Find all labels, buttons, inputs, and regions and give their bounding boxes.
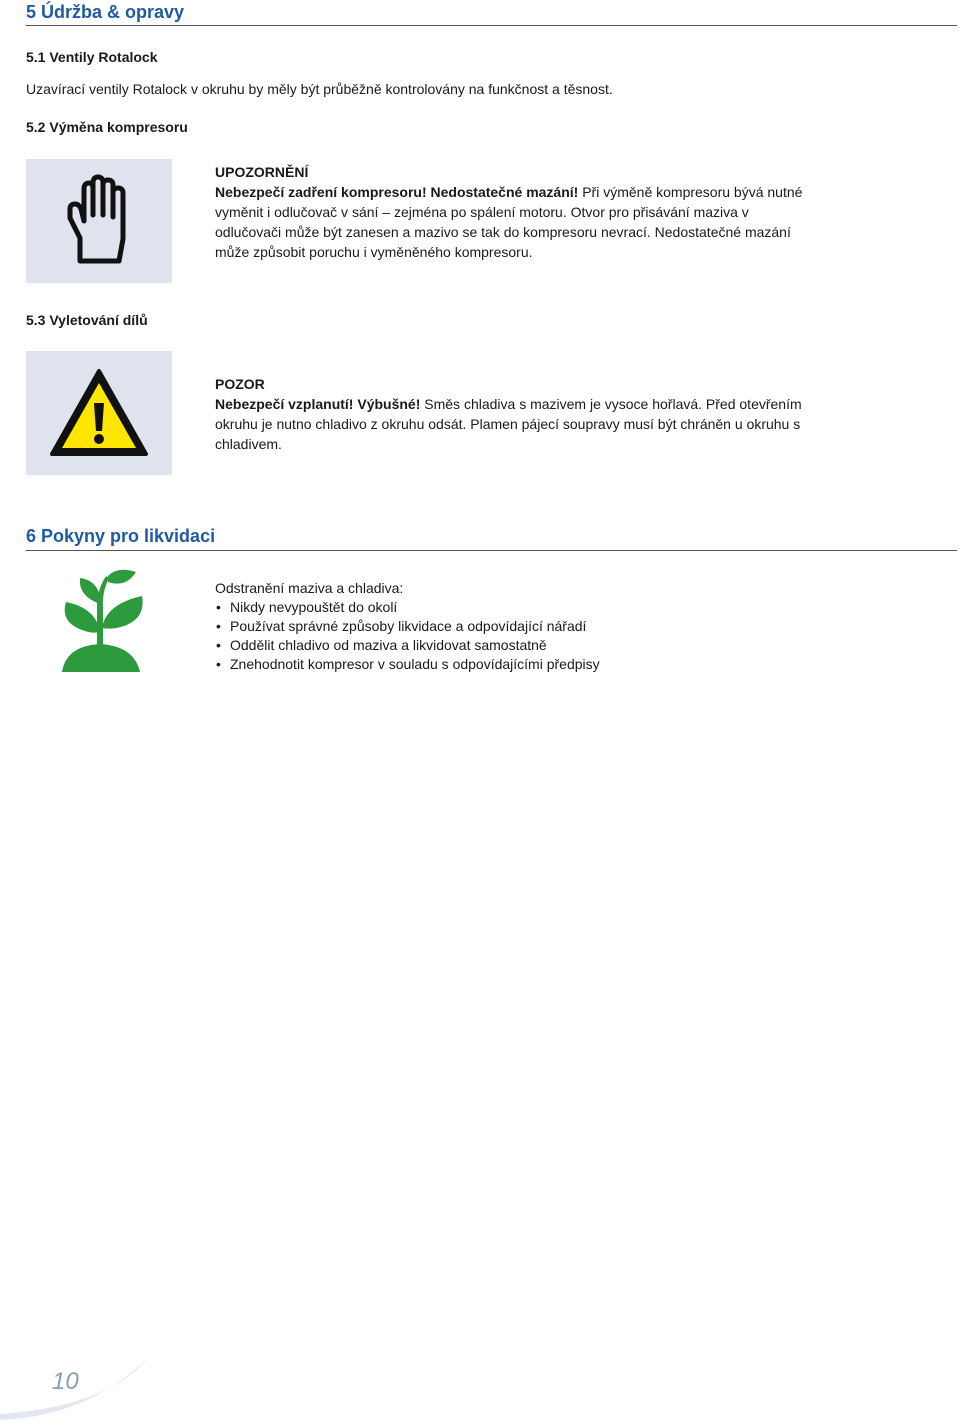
hand-stop-icon (26, 159, 172, 283)
notice-bold-text: Nebezpečí zadření kompresoru! Nedostatečné mazání! (215, 184, 579, 200)
brazing-notice (215, 374, 805, 454)
page-number: 10 (52, 1368, 79, 1395)
notice-title: UPOZORNĚNÍ (215, 164, 309, 180)
bullet-icon: • (216, 599, 221, 615)
list-item: • Používat správné způsoby likvidace a odpovídající nářadí (216, 618, 587, 634)
plant-icon-wrap (56, 566, 156, 674)
warning-triangle-icon (26, 351, 172, 475)
section-5-rule (26, 25, 957, 26)
compressor-notice (215, 162, 805, 262)
notice-title: POZOR (215, 376, 265, 392)
section-5-1-text: Uzavírací ventily Rotalock v okruhu by měly být průběžně kontrolovány na funkčnost a těsnost. (26, 81, 613, 97)
list-item: • Nikdy nevypouštět do okolí (216, 599, 398, 615)
plant-icon (56, 566, 156, 674)
list-item: • Oddělit chladivo od maziva a likvidovat samostatně (216, 637, 547, 653)
bullet-icon: • (216, 637, 221, 653)
notice-bold-text: Nebezpečí vzplanutí! Výbušné! (215, 396, 421, 412)
bullet-icon: • (216, 656, 221, 672)
bullet-icon: • (216, 618, 221, 634)
disposal-intro: Odstranění maziva a chladiva: (215, 580, 404, 596)
section-6-heading: 6 Pokyny pro likvidaci (26, 526, 216, 546)
section-6-rule (26, 550, 957, 551)
hand-icon-box (26, 159, 172, 283)
notice-text: Při výměně kompresoru bývá nutné vyměnit i odlučovač v sání – zejména po spálení motoru. Otvor pro přisávání maziva v odlučovači může být zanesen a mazivo se tak do kompresoru nevrací. Nedostatečné mazání může způsobit poruchu i vyměněného kompresoru. (215, 184, 803, 260)
section-5-heading: 5 Údržba & opravy (26, 2, 185, 22)
section-5-2-heading: 5.2 Výměna kompresoru (26, 119, 188, 135)
warning-icon-box (26, 351, 172, 475)
notice-text: Směs chladiva s mazivem je vysoce hořlavá. Před otevřením okruhu je nutno chladivo z okruhu odsát. Plamen pájecí soupravy musí být chráněn u okruhu s chladivem. (215, 396, 802, 452)
list-item: • Znehodnotit kompresor v souladu s odpovídajícími předpisy (216, 656, 600, 672)
section-5-3-heading: 5.3 Vyletování dílů (26, 312, 148, 328)
disposal-list (215, 598, 915, 674)
footer-swoosh (0, 1356, 200, 1422)
section-5-1-heading: 5.1 Ventily Rotalock (26, 49, 158, 65)
